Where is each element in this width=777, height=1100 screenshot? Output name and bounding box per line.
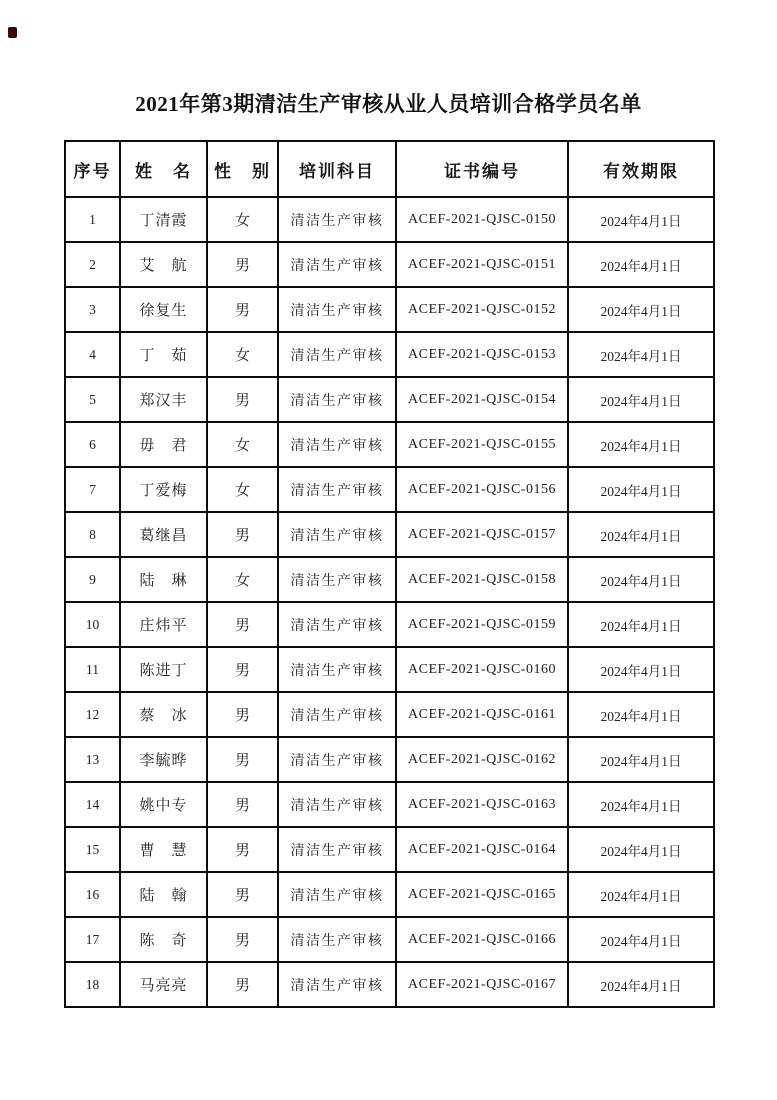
cell-index: 1 (65, 197, 120, 242)
cell-cert-number: ACEF-2021-QJSC-0166 (396, 917, 568, 962)
cell-name: 蔡 冰 (120, 692, 207, 737)
cell-name: 葛继昌 (120, 512, 207, 557)
table-row (65, 647, 714, 692)
col-header-cert-number: 证书编号 (396, 141, 568, 197)
cell-cert-number: ACEF-2021-QJSC-0155 (396, 422, 568, 467)
cell-index: 10 (65, 602, 120, 647)
cell-index: 8 (65, 512, 120, 557)
cell-validity: 2024年4月1日 (568, 467, 714, 512)
cell-cert-number: ACEF-2021-QJSC-0153 (396, 332, 568, 377)
cell-subject: 清洁生产审核 (278, 197, 396, 242)
cell-subject: 清洁生产审核 (278, 287, 396, 332)
cell-subject: 清洁生产审核 (278, 962, 396, 1007)
cell-cert-number: ACEF-2021-QJSC-0164 (396, 827, 568, 872)
table-row (65, 557, 714, 602)
table-row (65, 332, 714, 377)
cell-subject: 清洁生产审核 (278, 377, 396, 422)
cell-index: 5 (65, 377, 120, 422)
cell-validity: 2024年4月1日 (568, 692, 714, 737)
cell-validity: 2024年4月1日 (568, 782, 714, 827)
cell-index: 4 (65, 332, 120, 377)
cell-index: 11 (65, 647, 120, 692)
cell-cert-number: ACEF-2021-QJSC-0159 (396, 602, 568, 647)
cell-gender: 女 (207, 467, 278, 512)
table-row (65, 872, 714, 917)
table-row (65, 197, 714, 242)
cell-subject: 清洁生产审核 (278, 647, 396, 692)
cell-subject: 清洁生产审核 (278, 737, 396, 782)
cell-name: 马亮亮 (120, 962, 207, 1007)
cell-subject: 清洁生产审核 (278, 332, 396, 377)
cell-name: 曹 慧 (120, 827, 207, 872)
table-row (65, 917, 714, 962)
cell-name: 丁爱梅 (120, 467, 207, 512)
cell-name: 庄炜平 (120, 602, 207, 647)
cell-gender: 男 (207, 647, 278, 692)
cell-subject: 清洁生产审核 (278, 602, 396, 647)
table-row (65, 782, 714, 827)
cell-gender: 男 (207, 512, 278, 557)
cell-subject: 清洁生产审核 (278, 917, 396, 962)
table-row (65, 377, 714, 422)
cell-gender: 男 (207, 602, 278, 647)
cell-gender: 女 (207, 197, 278, 242)
cell-validity: 2024年4月1日 (568, 242, 714, 287)
cell-name: 丁清霞 (120, 197, 207, 242)
cell-cert-number: ACEF-2021-QJSC-0156 (396, 467, 568, 512)
cell-subject: 清洁生产审核 (278, 512, 396, 557)
col-header-gender: 性 别 (207, 141, 278, 197)
cell-cert-number: ACEF-2021-QJSC-0150 (396, 197, 568, 242)
cell-cert-number: ACEF-2021-QJSC-0160 (396, 647, 568, 692)
cell-cert-number: ACEF-2021-QJSC-0152 (396, 287, 568, 332)
table-row (65, 512, 714, 557)
cell-validity: 2024年4月1日 (568, 377, 714, 422)
cell-gender: 男 (207, 242, 278, 287)
cell-validity: 2024年4月1日 (568, 647, 714, 692)
cell-index: 2 (65, 242, 120, 287)
cell-index: 9 (65, 557, 120, 602)
cell-name: 丁 茹 (120, 332, 207, 377)
cell-cert-number: ACEF-2021-QJSC-0151 (396, 242, 568, 287)
col-header-name: 姓 名 (120, 141, 207, 197)
cell-validity: 2024年4月1日 (568, 197, 714, 242)
scan-artifact-mark (8, 27, 17, 38)
cell-cert-number: ACEF-2021-QJSC-0165 (396, 872, 568, 917)
cell-name: 毋 君 (120, 422, 207, 467)
cell-name: 陆 翰 (120, 872, 207, 917)
table-row (65, 467, 714, 512)
cell-gender: 男 (207, 377, 278, 422)
cell-index: 6 (65, 422, 120, 467)
cell-cert-number: ACEF-2021-QJSC-0154 (396, 377, 568, 422)
cell-index: 16 (65, 872, 120, 917)
table-row (65, 242, 714, 287)
table-row (65, 602, 714, 647)
cell-gender: 女 (207, 422, 278, 467)
cell-name: 姚中专 (120, 782, 207, 827)
cell-validity: 2024年4月1日 (568, 827, 714, 872)
cell-gender: 男 (207, 962, 278, 1007)
cell-name: 陈 奇 (120, 917, 207, 962)
cell-cert-number: ACEF-2021-QJSC-0158 (396, 557, 568, 602)
cell-gender: 女 (207, 557, 278, 602)
cell-name: 陆 琳 (120, 557, 207, 602)
cell-validity: 2024年4月1日 (568, 602, 714, 647)
roster-table (64, 140, 715, 1008)
cell-validity: 2024年4月1日 (568, 422, 714, 467)
cell-name: 李毓晔 (120, 737, 207, 782)
cell-index: 12 (65, 692, 120, 737)
cell-gender: 女 (207, 332, 278, 377)
table-body (65, 197, 714, 1007)
header-row (65, 141, 714, 197)
cell-subject: 清洁生产审核 (278, 692, 396, 737)
cell-index: 15 (65, 827, 120, 872)
cell-cert-number: ACEF-2021-QJSC-0157 (396, 512, 568, 557)
cell-cert-number: ACEF-2021-QJSC-0161 (396, 692, 568, 737)
table-row (65, 287, 714, 332)
page-title: 2021年第3期清洁生产审核从业人员培训合格学员名单 (135, 92, 642, 116)
cell-validity: 2024年4月1日 (568, 287, 714, 332)
cell-index: 13 (65, 737, 120, 782)
cell-cert-number: ACEF-2021-QJSC-0163 (396, 782, 568, 827)
cell-validity: 2024年4月1日 (568, 332, 714, 377)
table-row (65, 737, 714, 782)
col-header-index: 序号 (65, 141, 120, 197)
cell-gender: 男 (207, 692, 278, 737)
table-row (65, 422, 714, 467)
cell-subject: 清洁生产审核 (278, 827, 396, 872)
cell-subject: 清洁生产审核 (278, 422, 396, 467)
cell-gender: 男 (207, 737, 278, 782)
cell-validity: 2024年4月1日 (568, 512, 714, 557)
cell-gender: 男 (207, 872, 278, 917)
cell-name: 徐复生 (120, 287, 207, 332)
cell-subject: 清洁生产审核 (278, 782, 396, 827)
table-row (65, 962, 714, 1007)
cell-validity: 2024年4月1日 (568, 917, 714, 962)
cell-cert-number: ACEF-2021-QJSC-0162 (396, 737, 568, 782)
cell-validity: 2024年4月1日 (568, 557, 714, 602)
cell-gender: 男 (207, 287, 278, 332)
cell-index: 14 (65, 782, 120, 827)
cell-name: 艾 航 (120, 242, 207, 287)
cell-subject: 清洁生产审核 (278, 872, 396, 917)
col-header-subject: 培训科目 (278, 141, 396, 197)
cell-index: 18 (65, 962, 120, 1007)
cell-subject: 清洁生产审核 (278, 557, 396, 602)
cell-cert-number: ACEF-2021-QJSC-0167 (396, 962, 568, 1007)
cell-subject: 清洁生产审核 (278, 467, 396, 512)
cell-index: 3 (65, 287, 120, 332)
cell-index: 17 (65, 917, 120, 962)
cell-gender: 男 (207, 827, 278, 872)
cell-name: 郑汉丰 (120, 377, 207, 422)
cell-validity: 2024年4月1日 (568, 872, 714, 917)
table-row (65, 827, 714, 872)
cell-gender: 男 (207, 917, 278, 962)
cell-validity: 2024年4月1日 (568, 737, 714, 782)
cell-gender: 男 (207, 782, 278, 827)
cell-name: 陈进丁 (120, 647, 207, 692)
cell-validity: 2024年4月1日 (568, 962, 714, 1007)
cell-subject: 清洁生产审核 (278, 242, 396, 287)
col-header-validity: 有效期限 (568, 141, 714, 197)
table-row (65, 692, 714, 737)
cell-index: 7 (65, 467, 120, 512)
